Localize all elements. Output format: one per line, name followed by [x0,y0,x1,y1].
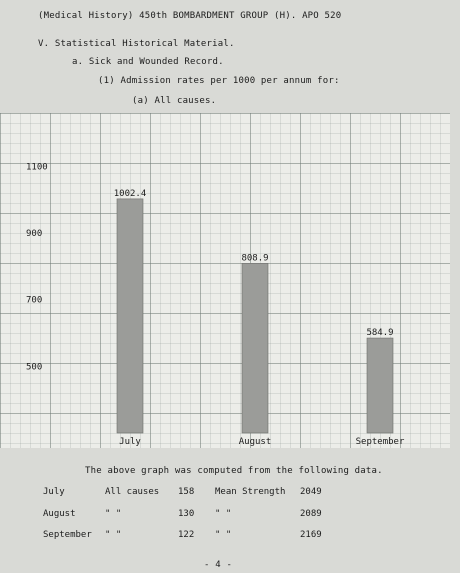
subitem-heading: (a) All causes. [132,96,217,106]
table-cell-label: " " [215,530,232,540]
section-heading: V. Statistical Historical Material. [38,39,235,49]
item-heading: (1) Admission rates per 1000 per annum for: [98,76,340,86]
graph-paper [0,113,450,448]
y-tick-label-1100: 1100 [26,162,48,173]
page-number: - 4 - [204,560,233,570]
x-tick-label-september: September [355,437,405,447]
table-cell-month: July [43,487,65,497]
table-cell-count: 158 [178,487,195,497]
table-cell-cause: " " [105,509,122,519]
y-tick-label-700: 700 [26,295,43,306]
bar-september [367,338,393,433]
table-cell-cause: " " [105,530,122,540]
table-cell-month: August [43,509,76,519]
bar-chart [0,113,450,448]
table-cell-label: Mean Strength [215,487,286,497]
y-tick-label-500: 500 [26,362,43,373]
table-cell-label: " " [215,509,232,519]
table-cell-count: 122 [178,530,195,540]
data-label-september: 584.9 [366,328,394,339]
bar-july [117,199,143,433]
x-tick-label-august: August [238,437,272,447]
table-cell-strength: 2089 [300,509,322,519]
data-label-august: 808.9 [241,253,269,264]
table-cell-strength: 2169 [300,530,322,540]
x-tick-label-july: July [119,437,141,447]
header-line: (Medical History) 450th BOMBARDMENT GROUP (H). APO 520 [38,11,342,21]
table-cell-strength: 2049 [300,487,322,497]
data-label-july: 1002.4 [113,188,147,199]
table-cell-count: 130 [178,509,195,519]
subsection-heading: a. Sick and Wounded Record. [72,57,224,67]
table-cell-cause: All causes [105,487,160,497]
bar-august [242,263,268,433]
data-caption: The above graph was computed from the following data. [85,466,383,476]
y-tick-label-900: 900 [26,229,43,240]
table-cell-month: September [43,530,92,540]
